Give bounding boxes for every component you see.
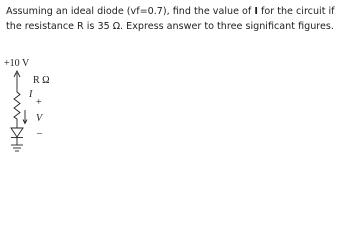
diode-icon bbox=[11, 128, 23, 138]
current-symbol: I bbox=[254, 6, 258, 17]
minus-sign: – bbox=[37, 128, 42, 139]
ground-icon bbox=[11, 138, 23, 152]
question-text-part1: Assuming an ideal diode (vf=0.7), find the value of bbox=[6, 6, 255, 17]
resistor-icon bbox=[14, 90, 20, 121]
resistor-value-label: R Ω bbox=[33, 75, 50, 86]
current-arrow-icon bbox=[23, 110, 27, 124]
current-label: I bbox=[29, 89, 33, 100]
question-text-part2: for the circuit if the resistance R is 35 Ω. Express answer to three significant figures. bbox=[6, 6, 335, 32]
voltage-label: V bbox=[36, 113, 43, 124]
plus-sign: + bbox=[36, 97, 42, 108]
supply-voltage-label: +10 V bbox=[4, 58, 30, 69]
supply-arrow-icon bbox=[14, 71, 20, 90]
